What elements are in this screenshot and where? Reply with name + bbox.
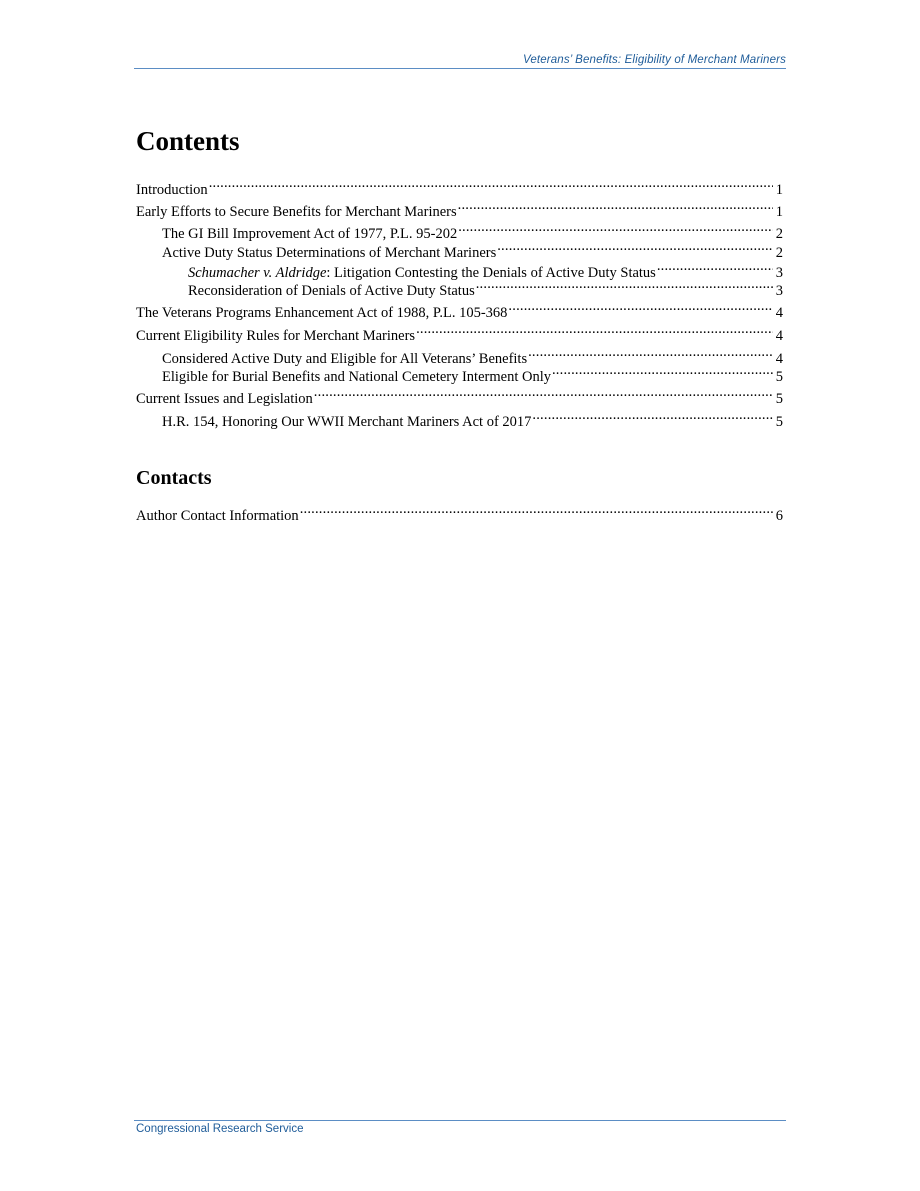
toc-page-number: 6 — [775, 508, 783, 524]
toc-entry-active-duty-determinations[interactable] — [162, 237, 783, 261]
dot-leader — [314, 383, 773, 403]
toc-page-number: 1 — [775, 204, 783, 220]
dot-leader — [532, 406, 772, 426]
toc-page-number: 2 — [775, 245, 783, 261]
toc-page-number: 2 — [775, 226, 783, 242]
toc-entry-title: Early Efforts to Secure Benefits for Merchant Mariners — [136, 204, 457, 220]
dot-leader — [508, 297, 772, 317]
toc-entry-introduction[interactable] — [136, 174, 783, 198]
toc-entry-gi-bill-1977[interactable] — [162, 218, 783, 242]
toc-entry-title: Active Duty Status Determinations of Merchant Mariners — [162, 245, 497, 261]
footer-rule — [134, 1120, 786, 1121]
dot-leader — [657, 257, 773, 277]
toc-entry-title-rest: : Litigation Contesting the Denials of Active Duty Status — [326, 265, 656, 281]
toc-page-number: 5 — [775, 369, 783, 385]
toc-entry-title: Author Contact Information — [136, 508, 299, 524]
toc-page-number: 4 — [775, 305, 783, 321]
toc-entry-programs-enhancement-act[interactable] — [136, 297, 783, 321]
toc-entry-current-eligibility-rules[interactable] — [136, 320, 783, 344]
toc-entry-author-contact[interactable] — [136, 500, 783, 524]
dot-leader — [552, 361, 773, 381]
toc-page-number: 5 — [775, 391, 783, 407]
toc-entry-hr-154[interactable] — [162, 406, 783, 430]
toc-entry-current-issues[interactable] — [136, 383, 783, 407]
toc-entry-title: Current Issues and Legislation — [136, 391, 313, 407]
dot-leader — [209, 174, 773, 194]
toc-entry-title: H.R. 154, Honoring Our WWII Merchant Mariners Act of 2017 — [162, 414, 532, 430]
toc-entry-all-benefits[interactable] — [162, 343, 783, 367]
toc-entry-title: Introduction — [136, 182, 208, 198]
toc-page-number: 3 — [775, 283, 783, 299]
toc-entry-reconsideration[interactable] — [188, 275, 783, 299]
toc-entry-schumacher-litigation[interactable] — [188, 257, 783, 281]
toc-entry-title: Current Eligibility Rules for Merchant Mariners — [136, 328, 416, 344]
toc-page-number: 3 — [775, 265, 783, 281]
toc-entry-title: Reconsideration of Denials of Active Duty Status — [188, 283, 475, 299]
toc-page-number: 5 — [775, 414, 783, 430]
toc-entry-early-efforts[interactable] — [136, 196, 783, 220]
dot-leader — [528, 343, 773, 363]
toc-entry-title: Eligible for Burial Benefits and National Cemetery Interment Only — [162, 369, 551, 385]
toc-page-number: 1 — [775, 182, 783, 198]
toc-entry-title: The GI Bill Improvement Act of 1977, P.L. 95-202 — [162, 226, 458, 242]
running-footer: Congressional Research Service — [136, 1123, 304, 1135]
dot-leader — [416, 320, 773, 340]
contacts-heading: Contacts — [136, 467, 212, 489]
case-name: Schumacher v. Aldridge — [188, 265, 327, 281]
running-header: Veterans’ Benefits: Eligibility of Merchant Mariners — [522, 54, 786, 66]
dot-leader — [476, 275, 773, 295]
dot-leader — [458, 196, 773, 216]
dot-leader — [458, 218, 773, 238]
toc-page-number: 4 — [775, 328, 783, 344]
toc-entry-title: The Veterans Programs Enhancement Act of 1988, P.L. 105-368 — [136, 305, 508, 321]
toc-page-number: 4 — [775, 351, 783, 367]
toc-entry-burial-benefits[interactable] — [162, 361, 783, 385]
toc-entry-title: Considered Active Duty and Eligible for All Veterans’ Benefits — [162, 351, 528, 367]
dot-leader — [497, 237, 773, 257]
dot-leader — [300, 500, 773, 520]
header-rule — [134, 68, 786, 69]
contents-heading: Contents — [136, 126, 240, 156]
